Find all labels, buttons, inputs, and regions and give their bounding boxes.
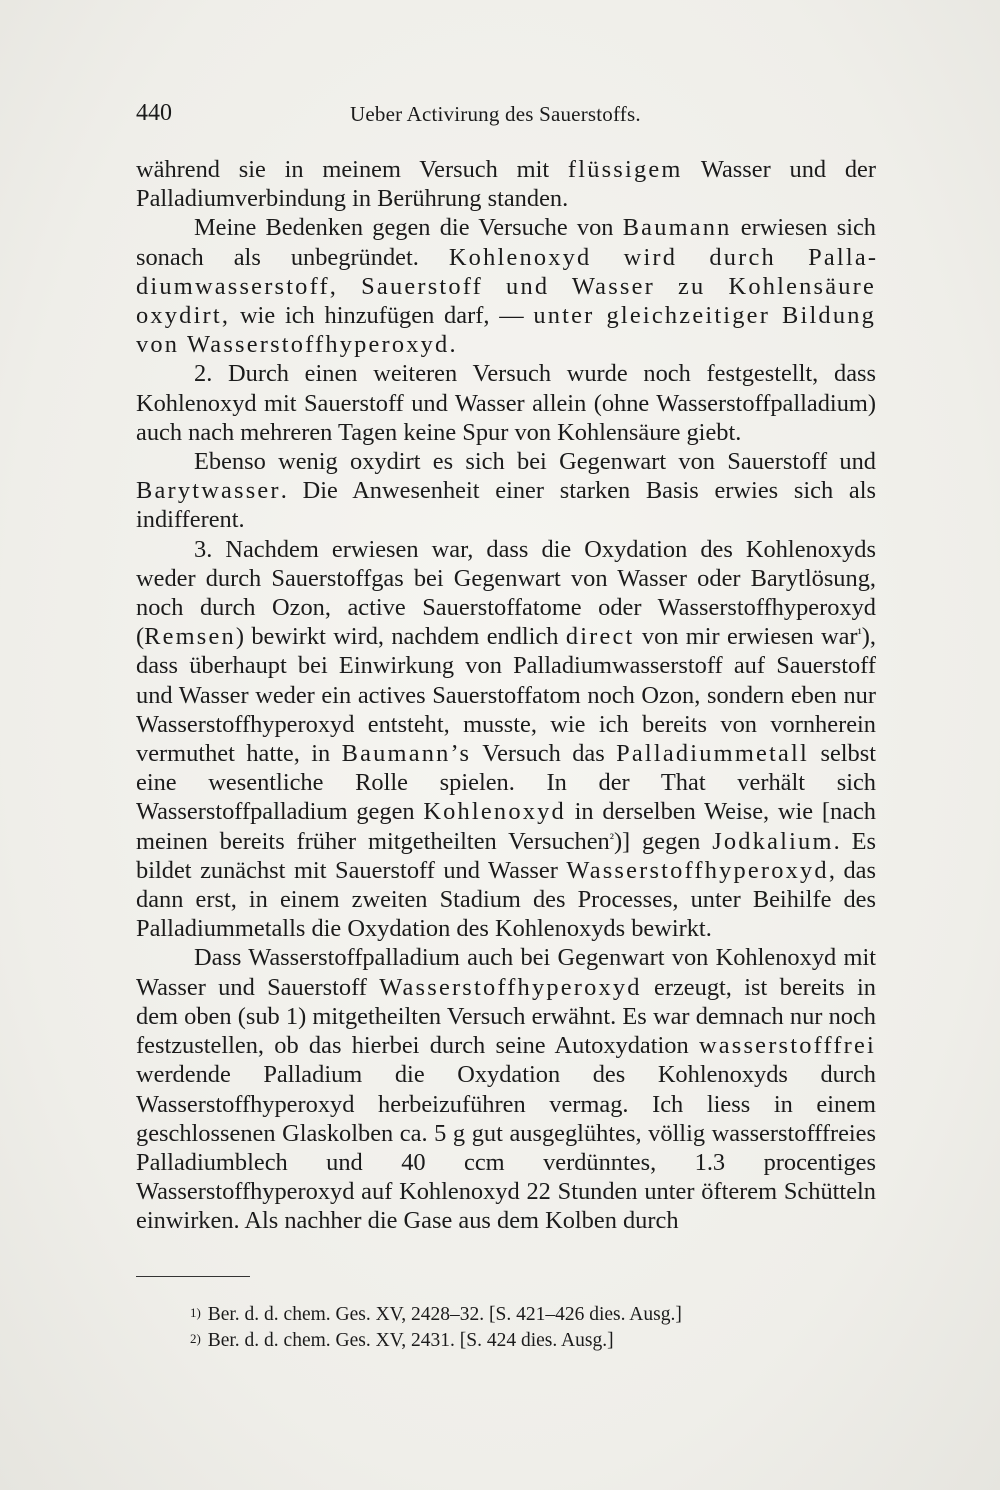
text-run: während sie in meinem Versuch mit (136, 156, 568, 183)
text-run: 3. Nachdem erwiesen war, dass die Oxydation des Kohlenoxyds weder durch Sauerstoffgas bei Gegenwart von Wasser oder Barytlösung, noch durch Ozon, active Sauerstoffatome oder Wasserstoffhyperoxyd ( (136, 535, 876, 651)
footnote-text: Ber. d. d. chem. Ges. XV, 2428–32. [S. 421–426 dies. Ausg.] (207, 1304, 682, 1325)
text-run: . Es bildet zunächst mit Sauerstoff und Wasser (136, 827, 876, 884)
paragraph (136, 213, 876, 359)
spaced-emphasis: Kohlenoxyd (423, 798, 566, 826)
spaced-emphasis: Baumann (622, 214, 732, 242)
text-run: wie ich hinzufügen darf, — (230, 302, 534, 330)
text-run: selbst eine wesentliche Rolle spielen. In der That verhält sich Wasserstoffpalladium gegen (136, 740, 877, 826)
text-run: 2. Durch einen weiteren Versuch wurde noch festgestellt, dass Kohlenoxyd mit Sauerstoff und Wasser allein (ohne Wasserstoffpalladium) auch nach mehreren Tagen keine Spur von Kohlensäure giebt. (136, 360, 876, 446)
text-run: von mir erwiesen war (634, 623, 858, 651)
text-run: Wasser und der Palladiumverbindung in Berührung standen. (136, 156, 876, 213)
paragraph (136, 535, 876, 944)
spaced-emphasis: Wasserstoffhyperoxyd (566, 856, 829, 884)
spaced-emphasis: Palladiummetall (616, 740, 810, 768)
spaced-emphasis: wasserstofffrei (698, 1032, 876, 1060)
footnote (190, 1328, 890, 1354)
page-header (136, 100, 876, 136)
spaced-emphasis: Barytwasser (136, 477, 281, 505)
spaced-emphasis: direct (565, 623, 635, 651)
text-run: Versuch das (471, 740, 617, 768)
page-number: 440 (136, 100, 172, 126)
spaced-emphasis: Jodkalium (712, 827, 834, 855)
paragraph (136, 943, 876, 1235)
text-run: )] gegen (613, 827, 713, 855)
footnote-mark: 1) (190, 1305, 201, 1320)
footnote-rule (136, 1276, 250, 1277)
footnote-mark: 2) (190, 1331, 201, 1346)
text-run: , das dann erst, in einem zweiten Stadium des Processes, unter Beihilfe des Palladiummetalls die Oxydation des Kohlenoxyds bewirkt. (136, 856, 876, 943)
spaced-emphasis: Kohlenoxyd wird durch Palladiumwasserstoff, Sauerstoff und Wasser zu Kohlensäure oxydirt, (136, 243, 876, 330)
paragraph (136, 155, 876, 213)
footnotes (190, 1302, 890, 1354)
text-run: Ebenso wenig oxydirt es sich bei Gegenwart von Sauerstoff und (194, 448, 876, 476)
spaced-emphasis: Remsen (144, 623, 236, 651)
paragraph (136, 359, 876, 447)
spaced-emphasis: Wasserstoffhyperoxyd (379, 973, 642, 1001)
footnote-text: Ber. d. d. chem. Ges. XV, 2431. [S. 424 dies. Ausg.] (207, 1330, 614, 1351)
text-run: erwiesen sich sonach als unbegründet. (136, 214, 876, 271)
running-title: Ueber Activirung des Sauerstoffs. (350, 102, 641, 126)
footnote-reference: ² (609, 831, 614, 847)
footnote-reference: ¹ (857, 627, 862, 643)
footnote (190, 1302, 890, 1328)
text-run: Dass Wasserstoffpalladium auch bei Gegenwart von Kohlenoxyd mit Wasser und Sauerstoff (136, 944, 876, 1001)
body-text (136, 155, 876, 1236)
paragraph (136, 447, 876, 535)
text-run: erzeugt, ist bereits in dem oben (sub 1) mitgetheilten Versuch erwähnt. Es war demnach nur noch festzustellen, ob das hierbei durch seine Autoxydation (136, 973, 876, 1060)
text-run: ) bewirkt wird, nachdem endlich (235, 623, 566, 651)
text-run: ), dass überhaupt bei Einwirkung von Palladiumwasserstoff auf Sauerstoff und Wasser weder ein actives Sauerstoffatom noch Ozon, sondern eben nur Wasserstoffhyperoxyd entsteht, musste, wie ich bereits von vornherein vermuthet hatte, in (136, 623, 876, 768)
text-run: Meine Bedenken gegen die Versuche von (194, 214, 623, 242)
text-run: . Die Anwesenheit einer starken Basis erwies sich als indifferent. (136, 477, 876, 534)
text-run: in derselben Weise, wie [nach meinen bereits früher mitgetheilten Versuchen (136, 798, 876, 855)
text-run: werdende Palladium die Oxydation des Kohlenoxyds durch Wasserstoffhyperoxyd herbeizuführen vermag. Ich liess in einem geschlossenen Glaskolben ca. 5 g gut ausgeglühtes, völlig wasserstofffreies Palladiumblech und 40 ccm verdünntes, 1.3 procentiges Wasserstoffhyperoxyd auf Kohlenoxyd 22 Stunden unter öfterem Schütteln einwirken. Als nachher die Gase aus dem Kolben durch (136, 1061, 876, 1235)
spaced-emphasis: unter gleichzeitiger Bildung von Wasserstoffhyperoxyd. (136, 302, 877, 359)
spaced-emphasis: flüssigem (567, 156, 683, 183)
spaced-emphasis: Baumann’s (341, 740, 472, 768)
